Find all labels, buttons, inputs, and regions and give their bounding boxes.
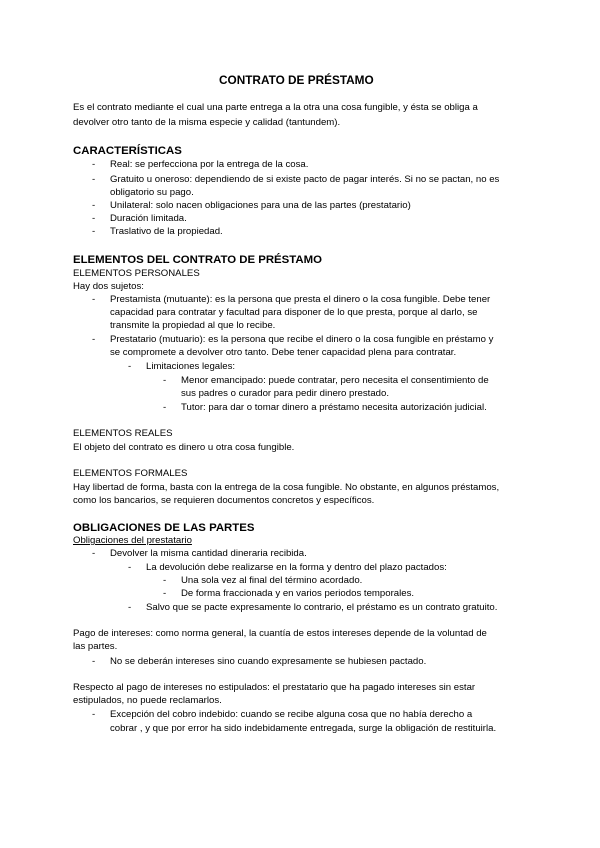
list-item: Duración limitada. — [110, 213, 187, 224]
list-item: No se deberán intereses sino cuando expresamente se hubiesen pactado. — [110, 656, 427, 667]
paragraph-line: las partes. — [73, 641, 118, 652]
section-heading-elementos: ELEMENTOS DEL CONTRATO DE PRÉSTAMO — [73, 254, 322, 266]
list-item-continuation: transmite la propiedad al que lo recibe. — [110, 320, 276, 331]
bullet-dash: - — [92, 548, 96, 559]
bullet-dash: - — [163, 375, 167, 386]
paragraph: El objeto del contrato es dinero u otra cosa fungible. — [73, 442, 295, 453]
subheading-obligaciones-prestatario: Obligaciones del prestatario — [73, 535, 192, 546]
list-item: Salvo que se pacte expresamente lo contrario, el préstamo es un contrato gratuito. — [146, 602, 498, 613]
list-item: Devolver la misma cantidad dineraria recibida. — [110, 548, 307, 559]
list-item-continuation: se compromete a devolver otro tanto. Debe tener capacidad plena para contratar. — [110, 347, 457, 358]
bullet-dash: - — [128, 562, 132, 573]
paragraph-line: Respecto al pago de intereses no estipulados: el prestatario que ha pagado intereses sin estar — [73, 682, 476, 693]
list-item: Gratuito u oneroso: dependiendo de si existe pacto de pagar interés. Si no se pactan, no es — [110, 174, 500, 185]
list-item: De forma fraccionada y en varios periodos temporales. — [181, 588, 415, 599]
list-item: Unilateral: solo nacen obligaciones para una de las partes (prestatario) — [110, 200, 411, 211]
bullet-dash: - — [128, 361, 132, 372]
paragraph-line: Pago de intereses: como norma general, la cuantía de estos intereses depende de la voluntad de — [73, 628, 487, 639]
paragraph-line: como los bancarios, se requieren documentos concretos y específicos. — [73, 495, 375, 506]
list-item: Traslativo de la propiedad. — [110, 226, 223, 237]
bullet-dash: - — [92, 174, 96, 185]
list-item-continuation: sus padres o curador para pedir dinero prestado. — [181, 388, 389, 399]
list-item-continuation: obligatorio su pago. — [110, 187, 194, 198]
bullet-dash: - — [163, 402, 167, 413]
page-title: CONTRATO DE PRÉSTAMO — [219, 73, 374, 87]
bullet-dash: - — [92, 294, 96, 305]
bullet-dash: - — [92, 334, 96, 345]
bullet-dash: - — [92, 159, 96, 170]
bullet-dash: - — [92, 656, 96, 667]
bullet-dash: - — [92, 213, 96, 224]
list-item: Prestamista (mutuante): es la persona que presta el dinero o la cosa fungible. Debe tener — [110, 294, 491, 305]
list-item: Limitaciones legales: — [146, 361, 236, 372]
bullet-dash: - — [163, 588, 167, 599]
paragraph: Hay dos sujetos: — [73, 281, 144, 292]
subheading-personales: ELEMENTOS PERSONALES — [73, 268, 200, 279]
list-item-continuation: cobrar , y que por error ha sido indebidamente entregada, surge la obligación de restituirla. — [110, 723, 497, 734]
list-item-continuation: capacidad para contratar y facultad para disponer de lo que presta, porque al darlo, se — [110, 307, 478, 318]
intro-line: devolver otro tanto de la misma especie y calidad (tantundem). — [73, 117, 341, 128]
list-item: Una sola vez al final del término acordado. — [181, 575, 363, 586]
bullet-dash: - — [92, 709, 96, 720]
list-item: Excepción del cobro indebido: cuando se recibe alguna cosa que no había derecho a — [110, 709, 473, 720]
list-item: Real: se perfecciona por la entrega de la cosa. — [110, 159, 309, 170]
list-item: La devolución debe realizarse en la forma y dentro del plazo pactados: — [146, 562, 447, 573]
bullet-dash: - — [92, 226, 96, 237]
list-item: Tutor: para dar o tomar dinero a préstamo necesita autorización judicial. — [181, 402, 487, 413]
bullet-dash: - — [128, 602, 132, 613]
bullet-dash: - — [163, 575, 167, 586]
subheading-formales: ELEMENTOS FORMALES — [73, 468, 188, 479]
subheading-reales: ELEMENTOS REALES — [73, 428, 173, 439]
paragraph-line: Hay libertad de forma, basta con la entrega de la cosa fungible. No obstante, en algunos préstamos, — [73, 482, 500, 493]
section-heading-obligaciones: OBLIGACIONES DE LAS PARTES — [73, 522, 255, 534]
list-item: Menor emancipado: puede contratar, pero necesita el consentimiento de — [181, 375, 489, 386]
list-item: Prestatario (mutuario): es la persona que recibe el dinero o la cosa fungible en préstamo y — [110, 334, 494, 345]
bullet-dash: - — [92, 200, 96, 211]
paragraph-line: estipulados, no puede reclamarlos. — [73, 695, 222, 706]
section-heading-caracteristicas: CARACTERÍSTICAS — [73, 145, 182, 157]
intro-line: Es el contrato mediante el cual una parte entrega a la otra una cosa fungible, y ésta se obliga a — [73, 102, 478, 113]
